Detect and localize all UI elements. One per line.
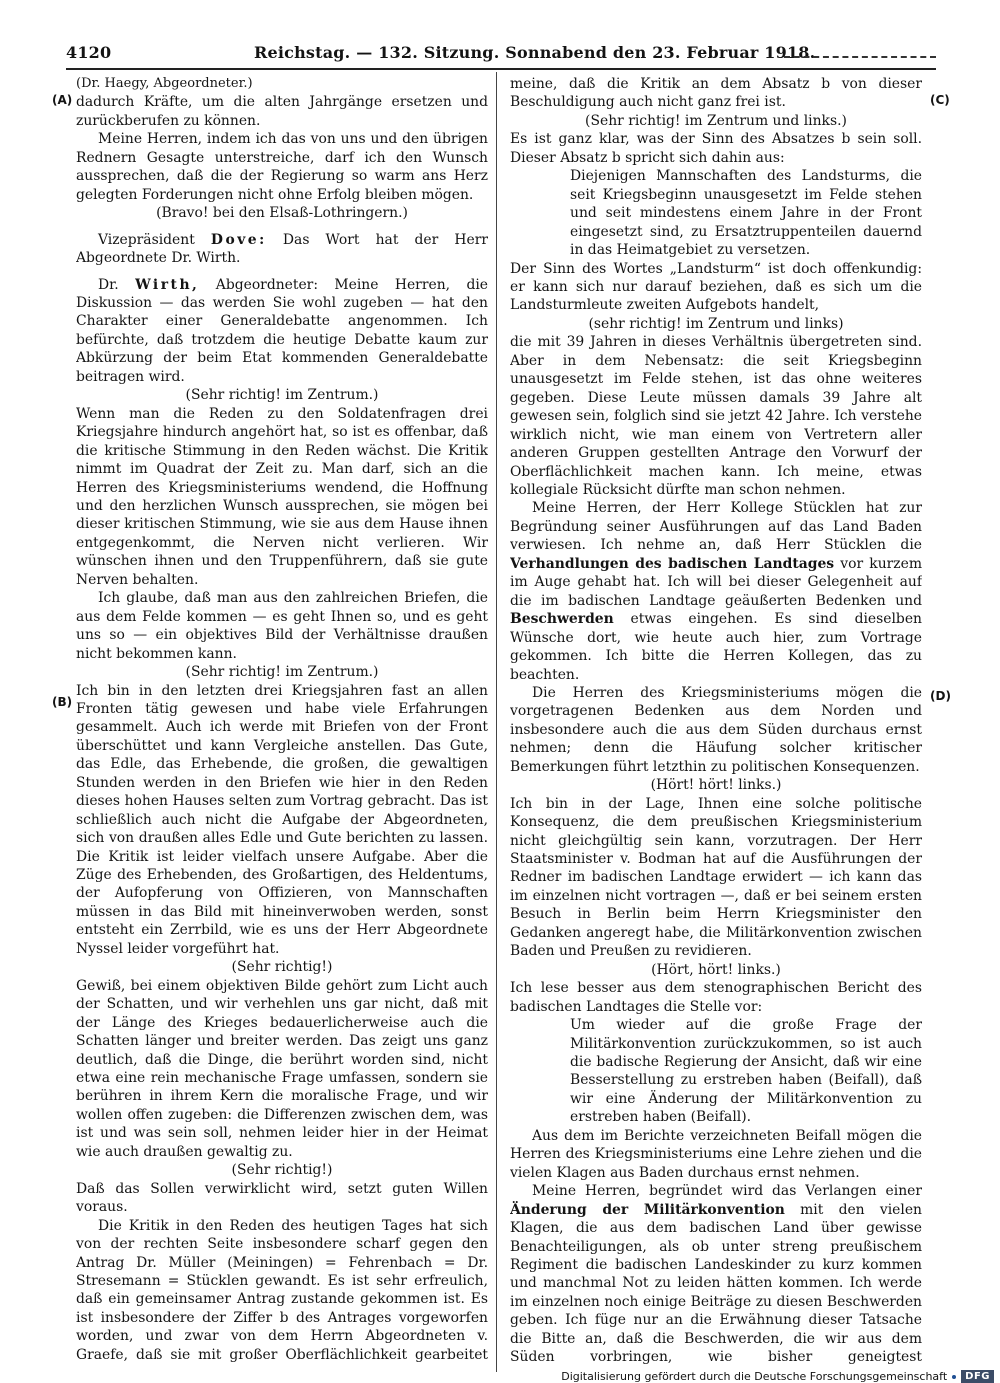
paragraph: Daß das Sollen verwirklicht wird, setzt guten Willen voraus. [76, 1180, 488, 1216]
speaker-text: Das Wort hat der Herr Abgeordnete Dr. Wirth. [76, 231, 488, 267]
margin-marker-b: (B) [52, 695, 73, 709]
footer-text: Digitalisierung gefördert durch die Deutsche Forschungsgemeinschaft [561, 1370, 948, 1383]
text-span: Meine Herren, der Herr Kollege Stücklen hat zur Begründung seiner Ausführungen auf das Land Baden verwiesen. Ich nehme an, daß Herr Stücklen die [510, 500, 922, 554]
paragraph: Meine Herren, indem ich das von uns und den übrigen Rednern Gesagte unterstreiche, darf ich den Wunsch aussprechen, daß die der Regierung so warm ans Herz gelegten Forderungen nicht ohne Erfolg bleiben mögen. [76, 131, 488, 203]
column-divider [496, 72, 497, 1372]
text-span: Meine Herren, begründet wird das Verlangen einer [532, 1183, 922, 1200]
text-span: etwas eingehen. Es sind dieselben Wünsche dort, wie heute auch hier, zum Vortrage gekommen. Ich bitte die Herren Kollegen, das zu beachten. [510, 611, 922, 683]
paragraph: Aus dem im Berichte verzeichneten Beifall mögen die Herren des Kriegsministeriums eine Lehre ziehen und die vielen Klagen aus Baden durchaus ernst nehmen. [510, 1127, 922, 1181]
interjection: (Sehr richtig!) [231, 959, 333, 976]
speaker-name: Wirth, [135, 276, 200, 293]
speaker-paragraph [76, 231, 488, 268]
paragraph: Ich lese besser aus dem stenographischen Bericht des badischen Landtages die Stelle vor: [510, 980, 922, 1015]
paragraph: Ich bin in den letzten drei Kriegsjahren fast an allen Fronten tätig gewesen und habe viele Erfahrungen gesammelt. Auch ich werde mit Briefen von der Front überschüttet und kann Vergleiche anstellen. Das Gute, das Edle, das Erhebende, die großen, die gewaltigen Stunden werden in den Briefen wie hier in den Reden dieses hohen Hauses selten zum Vortrag gebracht. Das ist schließlich auch nicht die Aufgabe der Abgeordneten, sich von draußen alles Edle und Gute berichten zu lassen. Die Kritik ist leider vielfach unsere Aufgabe. Aber die Züge des Erhebenden, des Großartigen, des Heldentums, der Aufopferung von Offizieren, von Mannschaften müssen in das Bild mit hineinverwoben werden, sonst entsteht ein Zerrbild, wie es uns der Herr Abgeordnete Nyssel leider vorgeführt hat. [76, 682, 488, 957]
paragraph: Ich glaube, daß man aus den zahlreichen Briefen, die aus dem Felde kommen — es geht Ihnen so, und es geht uns so — ein objektives Bild der Verhältnisse draußen nicht bekommen kann. [76, 590, 488, 662]
margin-marker-a: (A) [52, 93, 73, 107]
bold-phrase: Änderung der Militärkonvention [510, 1201, 785, 1218]
footer-credit [561, 1370, 994, 1383]
quoted-passage: Um wieder auf die große Frage der Militärkonvention zurückzukommen, so ist auch die badische Regierung der Ansicht, daß wir eine Besserstellung zu erstreben haben (Beifall), daß wir eine Änderung der Militärkonvention zu erstreben haben (Beifall). [570, 1017, 922, 1126]
speaker-name: Dove: [210, 231, 267, 248]
interjection: (sehr richtig! im Zentrum und links) [588, 315, 844, 332]
paragraph: Die Herren des Kriegsministeriums mögen die vorgetragenen Bedenken aus dem Norden und insbesondere auch die aus dem Süden durchaus ernst nehmen; denn die Häufung solcher kritischer Bemerkungen führt letzthin zu politischen Konsequenzen. [510, 684, 922, 775]
page-header [66, 40, 936, 70]
header-rule [784, 56, 936, 58]
paragraph: Ich bin in der Lage, Ihnen eine solche politische Konsequenz, die dem preußischen Kriegsministerium nicht gleichgültig sein kann, vorzutragen. Der Herr Staatsminister v. Bodman hat auf die Ausführungen der Redner im badischen Landtage erwidert — ich kann das im einzelnen nicht vortragen —, daß er bei seinem ersten Besuch in Berlin beim Herrn Kriegsminister den Gedanken angeregt habe, die Militärkonvention zwischen Baden und Preußen zu revidieren. [510, 795, 922, 960]
paragraph: meine, daß die Kritik an dem Absatz b von dieser Beschuldigung auch nicht ganz frei ist. [510, 76, 922, 111]
interjection: (Sehr richtig! im Zentrum.) [185, 664, 379, 681]
paragraph: Es ist ganz klar, was der Sinn des Absatzes b sein soll. Dieser Absatz b spricht sich dahin aus: [510, 131, 922, 166]
text-span: mit den vielen Klagen, die aus dem badischen Land über gewisse Benachteiligungen, als ob unter streng preußischem Regiment die badischen Landeskinder zu kurz kommen und manchmal Not zu leiden hätten kommen. Ich werde im einzelnen noch einige Beiträge zu diesen Beschwerden geben. Ich füge nur an die Erwähnung dieser Tatsache die Bitte an, daß die Beschwerden, die wir aus dem Süden vorbringen, wie bisher geneigtest [510, 1201, 922, 1365]
interjection: (Sehr richtig! im Zentrum und links.) [585, 112, 847, 129]
running-header: Reichstag. — 132. Sitzung. Sonnabend den 23. Februar 1918. [254, 43, 816, 62]
text-span: vor kurzem im Auge gehabt hat. Ich will bei dieser Gelegenheit auf die im badischen Landtage geäußerten Bedenken und [510, 555, 922, 609]
interjection: (Sehr richtig! im Zentrum.) [185, 387, 379, 404]
bullet-icon [952, 1375, 956, 1379]
speaker-title: Dr. [98, 276, 119, 293]
paragraph: dadurch Kräfte, um die alten Jahrgänge ersetzen und zurückberufen zu können. [76, 94, 488, 129]
paragraph [510, 1182, 922, 1365]
quoted-passage: Diejenigen Mannschaften des Landsturms, die seit Kriegsbeginn unausgesetzt im Felde stehen und seit mindestens einem Jahre in der Front eingesetzt sind, zu Ersatztruppenteilen dauernd in das Heimatgebiet zu versetzen. [570, 168, 922, 259]
paragraph: Wenn man die Reden zu den Soldatenfragen drei Kriegsjahre hindurch angehört hat, so ist es offenbar, daß die kritische Stimmung in den Reden wächst. Die Kritik nimmt im Quadrat der Zeit zu. Man darf, sich an die Herren des Kriegsministeriums wendend, die Hoffnung und den herzlichen Wunsch aussprechen, sie mögen bei dieser kritischen Stimmung, wie sie aus dem Hause ihnen entgegenkommt, die Nerven nicht verlieren. Wir wünschen ihnen und den Truppenführern, daß sie gute Nerven behalten. [76, 405, 488, 588]
speaker-text: Abgeordneter: Meine Herren, die Diskussion — das werden Sie wohl zugeben — hat den Charakter einer Generaldebatte angenommen. Ich befürchte, daß trotzdem die heutige Debatte kaum zur Abkürzung der beim Etat kommenden Generaldebatte beitragen wird. [76, 276, 488, 385]
left-column [76, 75, 488, 1365]
page-number: 4120 [66, 43, 112, 62]
paragraph: Die Kritik in den Reden des heutigen Tages hat sich von der rechten Seite insbesondere scharf gegen den Antrag Dr. Müller (Meiningen) = Fehrenbach = Dr. Stresemann = Stücklen gewandt. Es ist sehr erfreulich, daß ein gemeinsamer Antrag zustande gekommen ist. Es ist insbesondere der Ziffer b des Antrages vorgeworfen worden, und zwar von dem Herrn Abgeordneten v. Graefe, daß sie mit großer Oberflächlichkeit gearbeitet [76, 1217, 488, 1363]
right-column [510, 75, 922, 1365]
paragraph: die mit 39 Jahren in dieses Verhältnis übergetreten sind. Aber in dem Nebensatz: die seit Kriegsbeginn unausgesetzt im Felde stehen, ist das ohne weiteres gegeben. Diese Leute müssen damals 39 Jahre alt gewesen sein, folglich sind sie jetzt 42 Jahre. Ich verstehe wirklich nicht, wie man einem von Vertretern aller anderen Gruppen gestellten Antrage den Vorwurf der Oberflächlichkeit machen kann. Ich meine, etwas kollegiale Rücksicht dürfte man schon nehmen. [510, 334, 922, 498]
bold-phrase: Verhandlungen des badischen Landtages [510, 555, 835, 572]
interjection: (Hört, hört! links.) [651, 961, 781, 978]
paragraph [510, 499, 922, 684]
paragraph: Der Sinn des Wortes „Landsturm“ ist doch offenkundig: er kann sich nur darauf beziehen, daß es sich um die Landsturmleute zweiten Aufgebots handelt, [510, 260, 922, 314]
paragraph: Gewiß, bei einem objektiven Bilde gehört zum Licht auch der Schatten, und wir verhehlen uns gar nicht, daß mit der Länge des Krieges bedauerlicherweise auch die Schatten länger und breiter werden. Das zeigt uns ganz deutlich, daß die Dinge, die berührt worden sind, nicht etwa eine rein mechanische Frage umfassen, sondern sie berühren in ihrem Kern die moralische Frage, und wir wollen offen zugeben: die Differenzen zwischen dem, was ist und was sein soll, nehmen leider hier in der Heimat wie auch draußen gewaltig zu. [76, 977, 488, 1160]
speaker-paragraph [76, 276, 488, 387]
interjection: (Bravo! bei den Elsaß-Lothringern.) [156, 205, 408, 222]
interjection: (Hört! hört! links.) [650, 777, 782, 794]
interjection: (Sehr richtig!) [231, 1162, 333, 1179]
speaker-attribution: (Dr. Haegy, Abgeordneter.) [76, 76, 253, 91]
dfg-logo: DFG [961, 1370, 994, 1383]
speaker-role: Vizepräsident [98, 231, 195, 248]
bold-phrase: Beschwerden [510, 611, 614, 628]
margin-marker-c: (C) [930, 93, 950, 107]
margin-marker-d: (D) [930, 689, 951, 703]
